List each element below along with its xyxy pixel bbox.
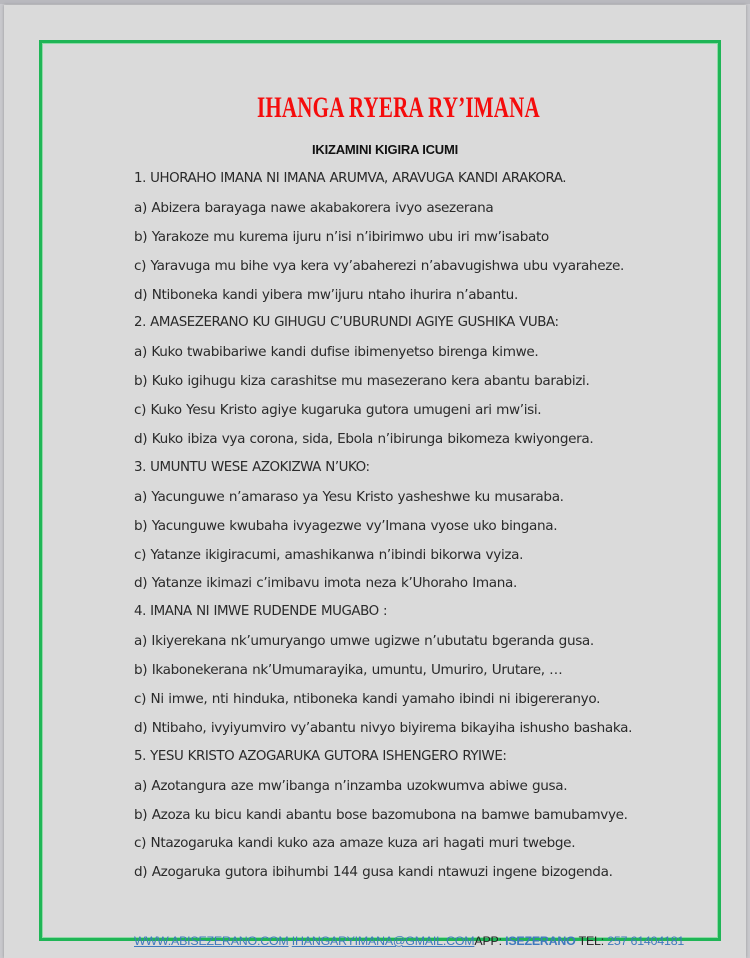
question-3-option-a: a) Yacunguwe n’amaraso ya Yesu Kristo yasheshwe ku musaraba. bbox=[134, 488, 564, 505]
question-5: 5. YESU KRISTO AZOGARUKA GUTORA ISHENGERO RYIWE: bbox=[134, 748, 507, 764]
document-page bbox=[4, 5, 746, 958]
question-1: 1. UHORAHO IMANA NI IMANA ARUMVA, ARAVUGA KANDI ARAKORA. bbox=[134, 171, 567, 186]
email-link[interactable]: IHANGARYIMANA@GMAIL.COM bbox=[291, 934, 475, 948]
contact-footer bbox=[134, 932, 734, 950]
document-subtitle: IKIZAMINI KIGIRA ICUMI bbox=[311, 142, 459, 157]
question-3-option-c: c) Yatanze ikigiracumi, amashikanwa n’ibindi bikorwa vyiza. bbox=[134, 546, 524, 563]
question-1-option-c: c) Yaravuga mu bihe vya kera vy’abaherezi n’abavugishwa ubu vyaraheze. bbox=[134, 257, 624, 274]
question-2-option-a: a) Kuko twabibariwe kandi dufise ibimenyetso birenga kimwe. bbox=[134, 344, 539, 361]
question-4-option-c: c) Ni imwe, nti hinduka, ntiboneka kandi yamaho ibindi ni ibigereranyo. bbox=[134, 691, 601, 708]
question-1-option-b: b) Yarakoze mu kurema ijuru n’isi n’ibirimwo ubu iri mw’isabato bbox=[134, 228, 549, 245]
question-3: 3. UMUNTU WESE AZOKIZWA N’UKO: bbox=[134, 459, 370, 475]
question-5-option-d: d) Azogaruka gutora ibihumbi 144 gusa kandi ntawuzi ingene bizogenda. bbox=[134, 864, 613, 881]
website-link[interactable]: WWW.ABISEZERANO.COM bbox=[134, 934, 289, 948]
question-5-option-b: b) Azoza ku bicu kandi abantu bose bazomubona na bamwe bamubamvye. bbox=[134, 806, 628, 823]
question-4-option-a: a) Ikiyerekana nk’umuryango umwe ugizwe n’ubutatu bgeranda gusa. bbox=[134, 633, 594, 650]
question-1-option-d: d) Ntiboneka kandi yibera mw’ijuru ntaho ihurira n’abantu. bbox=[134, 286, 518, 303]
quiz-questions bbox=[134, 169, 734, 891]
question-4-option-d: d) Ntibaho, ivyiyumviro vy’abantu nivyo biyirema bikayiha ishusho bashaka. bbox=[134, 719, 633, 736]
question-1-option-a: a) Abizera barayaga nawe akabakorera ivyo asezerana bbox=[134, 199, 494, 216]
app-label: APP: bbox=[474, 934, 506, 948]
question-4-option-b: b) Ikabonekerana nk’Umumarayika, umuntu, Umuriro, Urutare, … bbox=[134, 662, 563, 679]
question-2-option-d: d) Kuko ibiza vya corona, sida, Ebola n’ibirunga bikomeza kwiyongera. bbox=[134, 431, 594, 448]
window-top-bar bbox=[0, 0, 750, 4]
page-border-frame bbox=[39, 40, 721, 948]
app-name: ISEZERANO bbox=[505, 934, 576, 948]
question-3-option-d: d) Yatanze ikimazi c’imibavu imota neza k’Uhoraho Imana. bbox=[134, 575, 517, 592]
question-3-option-b: b) Yacunguwe kwubaha ivyagezwe vy’Imana vyose uko bingana. bbox=[134, 517, 558, 534]
question-5-option-c: c) Ntazogaruka kandi kuko aza amaze kuza ari hagati muri twebge. bbox=[134, 835, 576, 852]
tel-label: TEL: bbox=[575, 934, 608, 948]
question-4: 4. IMANA NI IMWE RUDENDE MUGABO : bbox=[134, 604, 388, 620]
tel-number: 257 61404181 bbox=[607, 934, 685, 948]
question-2-option-c: c) Kuko Yesu Kristo agiye kugaruka gutora umugeni ari mw’isi. bbox=[134, 402, 542, 419]
document-title: IHANGA RYERA RY’IMANA bbox=[257, 91, 540, 124]
question-5-option-a: a) Azotangura aze mw’ibanga n’inzamba uzokwumva abiwe gusa. bbox=[134, 777, 568, 794]
question-2: 2. AMASEZERANO KU GIHUGU C’UBURUNDI AGIYE GUSHIKA VUBA: bbox=[134, 315, 559, 331]
question-2-option-b: b) Kuko igihugu kiza carashitse mu masezerano kera abantu barabizi. bbox=[134, 373, 590, 390]
